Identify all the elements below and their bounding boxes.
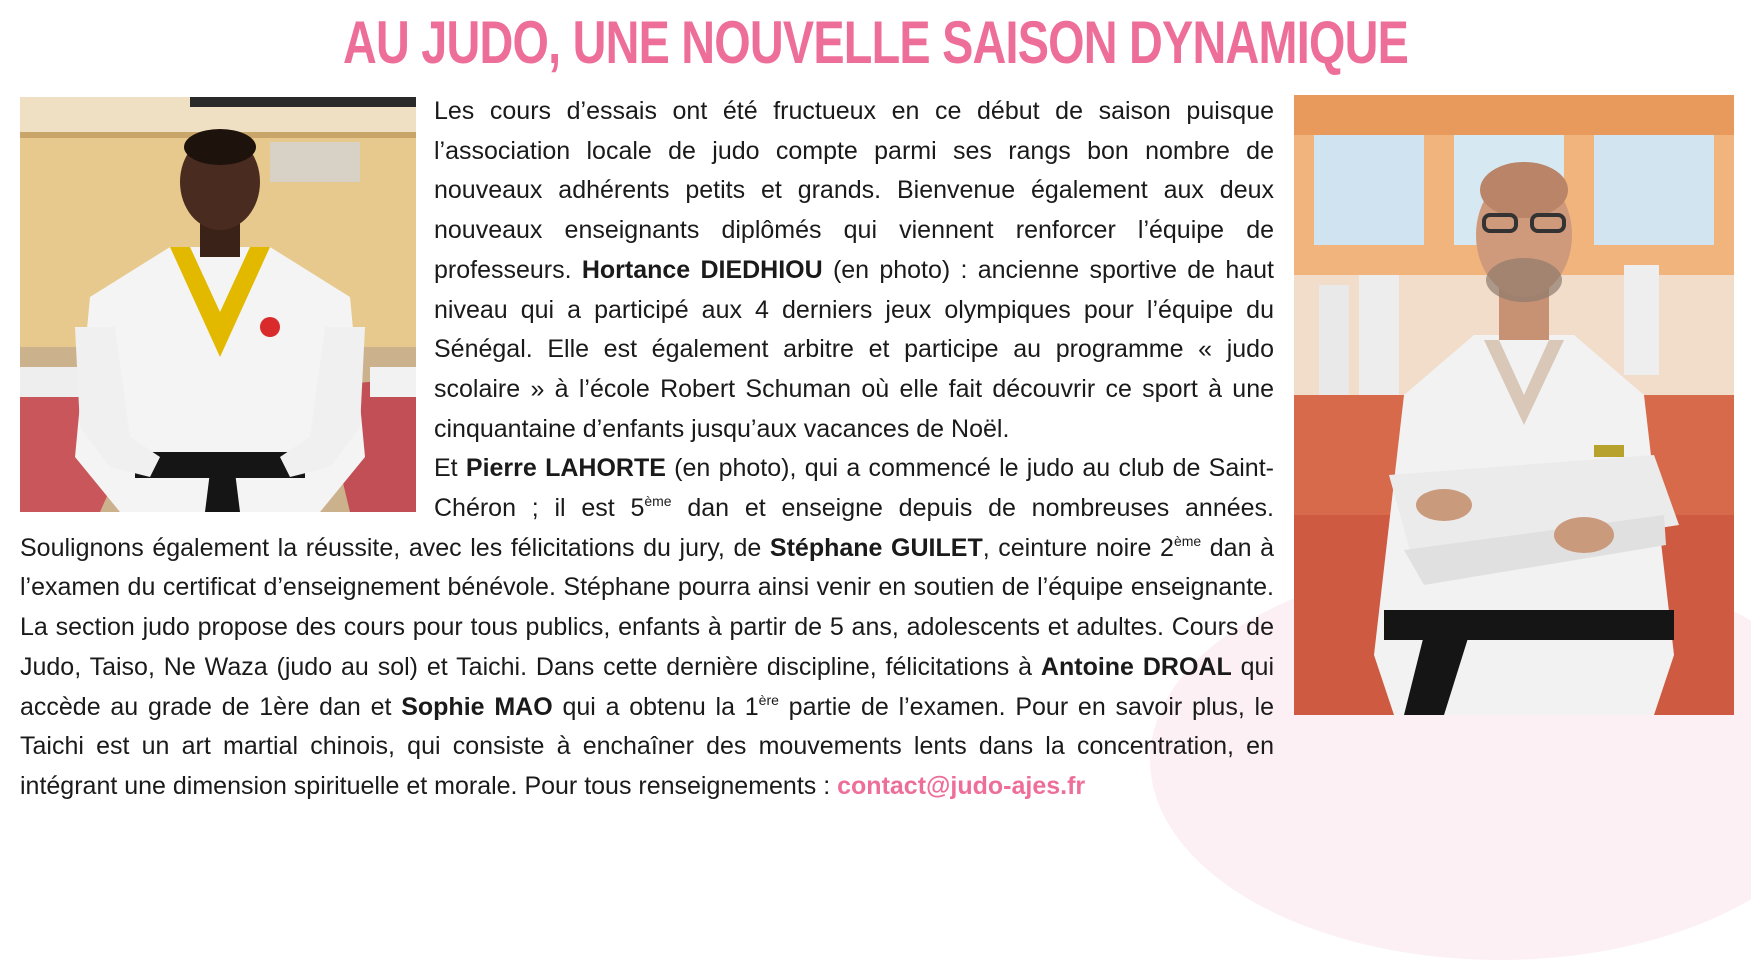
article-body xyxy=(20,92,1274,807)
name-pierre-lahorte: Pierre LAHORTE xyxy=(465,454,666,483)
para2-text-8: partie de l’examen. Pour en savoir plus, le Taichi est un art martial chinois, qui consiste à enchaîner des mouvements lents dans la concentration, en intégrant une dimension spirituelle et morale. Pour tous renseignements : xyxy=(20,692,1275,800)
name-hortance-diedhiou: Hortance DIEDHIOU xyxy=(581,255,823,284)
name-stephane-guilet: Stéphane GUILET xyxy=(769,533,983,562)
article-title: AU JUDO, UNE NOUVELLE SAISON DYNAMIQUE xyxy=(342,9,1409,76)
superscript-eme-2: ème xyxy=(1173,532,1202,549)
para2-text-3: dan et enseigne depuis de nombreuses années. Soulignons également la réussite, avec les félicitations du jury, de xyxy=(20,494,1274,562)
para2-text-6: qui accède au grade de 1ère dan et xyxy=(20,652,1275,721)
para2-text-7: qui a obtenu la 1 xyxy=(552,692,759,721)
superscript-eme-1: ème xyxy=(644,493,672,510)
contact-email-link[interactable]: contact@judo-ajes.fr xyxy=(837,771,1086,800)
para2-text-1: Et xyxy=(434,454,466,483)
para2-text-4: , ceinture noire 2 xyxy=(982,533,1174,562)
para1-text-2: (en photo) : ancienne sportive de haut niveau qui a participé aux 4 derniers jeux olympiques pour l’équipe du Sénégal. Elle est également arbitre et participe au programme « judo scolaire » à l’école Robert Schuman où elle fait découvrir ce sport à une cinquantaine d’enfants jusqu’aux vacances de Noël. xyxy=(434,255,1274,443)
photo-spacer xyxy=(20,92,434,512)
para2-text-5: dan à l’examen du certificat d’enseignement bénévole. Stéphane pourra ainsi venir en soutien de l’équipe enseignante. La section judo propose des cours pour tous publics, enfants à partir de 5 ans, adolescents et adultes. Cours de Judo, Taiso, Ne Waza (judo au sol) et Taichi. Dans cette dernière discipline, félicitations à xyxy=(20,533,1275,681)
name-sophie-mao: Sophie MAO xyxy=(401,692,553,721)
para1-text-1: Les cours d’essais ont été fructueux en ce début de saison puisque l’association locale de judo compte parmi ses rangs bon nombre de nouveaux adhérents petits et grands. Bienvenue également aux deux nouveaux enseignants diplômés qui viennent renforcer l’équipe de professeurs. xyxy=(434,97,1274,284)
superscript-ere: ère xyxy=(758,691,779,708)
name-antoine-droal: Antoine DROAL xyxy=(1040,652,1232,681)
photo-pierre-lahorte xyxy=(1294,95,1734,715)
para2-text-2: (en photo), qui a commencé le judo au club de Saint-Chéron ; il est 5 xyxy=(434,454,1274,523)
